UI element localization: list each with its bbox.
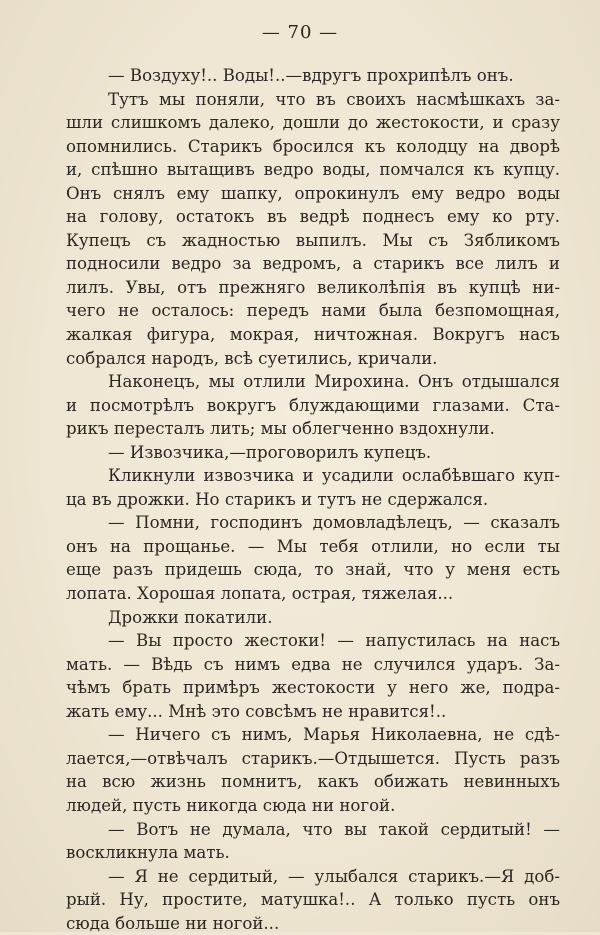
text-line: подносили ведро за ведромъ, а старикъ все лилъ и bbox=[66, 254, 560, 274]
text-line: опомнились. Старикъ бросился къ колодцу на дворѣ bbox=[66, 136, 560, 156]
text-line: — Я не сердитый, — улыбался старикъ.—Я доб- bbox=[108, 866, 560, 886]
text-line: Онъ снялъ ему шапку, опрокинулъ ему ведро воды bbox=[66, 183, 560, 203]
text-line: онъ на прощанье. — Мы тебя отлили, но если ты bbox=[66, 536, 560, 556]
text-line: чѣмъ брать примѣръ жестокости у него же, подра- bbox=[66, 678, 560, 698]
text-line: — Вотъ не думала, что вы такой сердитый! — bbox=[108, 819, 560, 839]
body-text bbox=[66, 64, 560, 935]
text-line: рикъ пересталъ лить; мы облегченно вздохнули. bbox=[66, 419, 495, 439]
text-line: еще разъ придешь сюда, то знай, что у меня есть bbox=[66, 560, 560, 580]
text-line: и, спѣшно вытащивъ ведро воды, помчался къ купцу. bbox=[66, 160, 560, 180]
text-line: Купецъ съ жадностью выпилъ. Мы съ Зябликомъ bbox=[66, 230, 560, 250]
text-line: собрался народъ, всѣ суетились, кричали. bbox=[66, 348, 438, 368]
text-line: — Воздуху!.. Воды!..—вдругъ прохрипѣлъ онъ. bbox=[108, 66, 514, 85]
text-line: лилъ. Увы, отъ прежняго великолѣпія въ купцѣ ни- bbox=[66, 277, 560, 297]
text-line: ца въ дрожки. Но старикъ и тутъ не сдержался. bbox=[66, 489, 489, 509]
text-line: — Ничего съ нимъ, Марья Николаевна, не сдѣ- bbox=[108, 725, 560, 745]
page-number: — 70 — bbox=[261, 22, 339, 43]
text-line: на голову, остатокъ въ ведрѣ поднесъ ему ко рту. bbox=[66, 207, 560, 227]
text-line: сюда больше ни ногой... bbox=[66, 913, 280, 933]
text-line: — Помни, господинъ домовладѣлецъ, — сказалъ bbox=[108, 513, 560, 533]
text-line: — Извозчика,—проговорилъ купецъ. bbox=[108, 442, 432, 462]
text-line: воскликнула мать. bbox=[66, 843, 230, 863]
text-line: рый. Ну, простите, матушка!.. А только пусть онъ bbox=[66, 890, 560, 910]
text-line: жалкая фигура, мокрая, ничтожная. Вокругъ насъ bbox=[66, 325, 560, 345]
text-line: лопата. Хорошая лопата, острая, тяжелая... bbox=[66, 584, 454, 604]
text-line: на всю жизнь помнитъ, какъ обижать невинныхъ bbox=[66, 772, 560, 792]
text-line: лается,—отвѣчалъ старикъ.—Отдышется. Пусть разъ bbox=[66, 748, 560, 768]
text-line: Наконецъ, мы отлили Мирохина. Онъ отдышался bbox=[108, 372, 560, 392]
text-line: и посмотрѣлъ вокругъ блуждающими глазами. Ста- bbox=[66, 395, 560, 415]
text-line: чего не осталось: передъ нами была безпомощная, bbox=[66, 301, 560, 321]
text-line: мать. — Вѣдь съ нимъ едва не случился ударъ. За- bbox=[66, 654, 560, 674]
text-line: Дрожки покатили. bbox=[108, 607, 273, 627]
text-line: людей, пусть никогда сюда ни ногой. bbox=[66, 795, 396, 815]
text-line: Кликнули извозчика и усадили ослабѣвшаго куп- bbox=[108, 466, 560, 486]
text-line: Тутъ мы поняли, что въ своихъ насмѣшкахъ за- bbox=[108, 89, 560, 109]
text-line: жать ему... Мнѣ это совсѣмъ не нравится!.. bbox=[66, 701, 447, 721]
text-line: — Вы просто жестоки! — напустилась на насъ bbox=[108, 631, 560, 651]
text-line: шли слишкомъ далеко, дошли до жестокости, и сразу bbox=[66, 113, 560, 133]
